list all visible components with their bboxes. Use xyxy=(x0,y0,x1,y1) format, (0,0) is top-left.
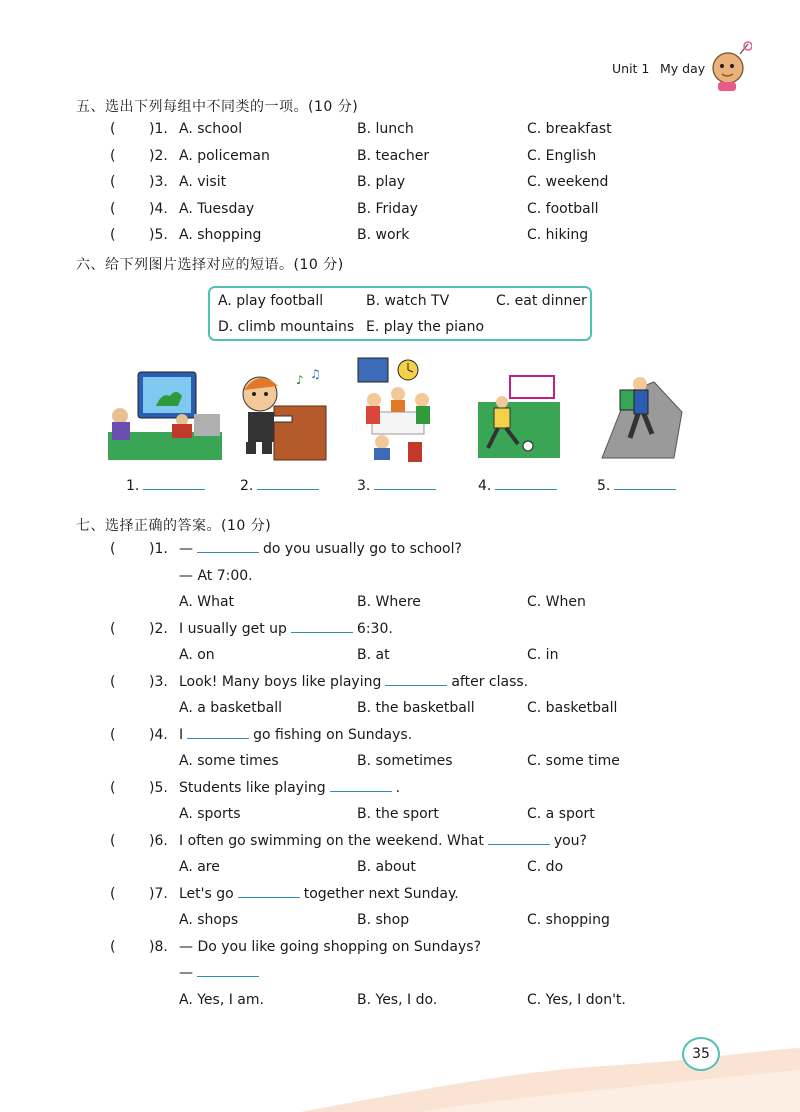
option-b[interactable]: B. Friday xyxy=(357,201,418,217)
option-a[interactable]: A. What xyxy=(179,594,235,610)
question-text: Let's go together next Sunday. xyxy=(179,886,459,902)
option-a[interactable]: A. on xyxy=(179,647,215,663)
answer-blank[interactable] xyxy=(291,621,353,633)
question-text: I usually get up 6:30. xyxy=(179,621,393,637)
climb-mountains-picture xyxy=(598,372,686,460)
phrase-options-box xyxy=(208,286,592,341)
section5-title: 五、选出下列每组中不同类的一项。(10 分) xyxy=(76,99,359,115)
answer-blank[interactable] xyxy=(197,965,259,977)
unit-label: Unit 1 xyxy=(612,61,650,76)
answer-blank[interactable] xyxy=(238,886,300,898)
option-a[interactable]: A. Yes, I am. xyxy=(179,992,264,1008)
question-text: — do you usually go to school? xyxy=(179,541,462,557)
answer-blank[interactable] xyxy=(187,727,249,739)
eat-dinner-picture xyxy=(356,356,440,462)
answer-blank[interactable] xyxy=(330,780,392,792)
option-b[interactable]: B. the sport xyxy=(357,806,439,822)
option-a[interactable]: A. some times xyxy=(179,753,279,769)
option-b[interactable]: B. at xyxy=(357,647,390,663)
question-text: — Do you like going shopping on Sundays? xyxy=(179,939,482,955)
answer-blank[interactable] xyxy=(495,478,557,490)
answer-blank[interactable] xyxy=(257,478,319,490)
option-b[interactable]: B. Where xyxy=(357,594,421,610)
question-text: Students like playing . xyxy=(179,780,401,796)
option-c[interactable]: C. football xyxy=(527,201,599,217)
option-a[interactable]: A. policeman xyxy=(179,148,270,164)
answer-blank[interactable] xyxy=(143,478,205,490)
section6-title: 六、给下列图片选择对应的短语。(10 分) xyxy=(76,257,344,273)
option-a[interactable]: A. are xyxy=(179,859,220,875)
option-b[interactable]: B. the basketball xyxy=(357,700,475,716)
question-text: I often go swimming on the weekend. What you? xyxy=(179,833,587,849)
option-a[interactable]: A. shops xyxy=(179,912,239,928)
picture-answer-label: 1. xyxy=(126,478,209,494)
mascot-icon xyxy=(708,40,752,92)
question-text: Look! Many boys like playing after class. xyxy=(179,674,529,690)
phrase-option: B. watch TV xyxy=(366,293,450,309)
option-c[interactable]: C. When xyxy=(527,594,586,610)
option-a[interactable]: A. sports xyxy=(179,806,241,822)
phrase-option: C. eat dinner xyxy=(496,293,587,309)
answer-blank[interactable] xyxy=(374,478,436,490)
option-c[interactable]: C. hiking xyxy=(527,227,589,243)
watch-tv-picture xyxy=(108,370,222,460)
option-c[interactable]: C. some time xyxy=(527,753,620,769)
answer-blank[interactable] xyxy=(614,478,676,490)
unit-title: My day xyxy=(660,61,706,76)
picture-answer-label: 3. xyxy=(357,478,440,494)
option-c[interactable]: C. basketball xyxy=(527,700,618,716)
bottom-wave-decoration xyxy=(0,1030,800,1112)
svg-text:♫: ♫ xyxy=(310,368,321,381)
answer-blank[interactable] xyxy=(488,833,550,845)
answer-line: — At 7:00. xyxy=(179,568,253,584)
option-c[interactable]: C. breakfast xyxy=(527,121,612,137)
option-a[interactable]: A. visit xyxy=(179,174,227,190)
section7-title: 七、选择正确的答案。(10 分) xyxy=(76,518,272,534)
question-text: I go fishing on Sundays. xyxy=(179,727,413,743)
option-c[interactable]: C. weekend xyxy=(527,174,609,190)
answer-blank[interactable] xyxy=(385,674,447,686)
option-c[interactable]: C. a sport xyxy=(527,806,595,822)
picture-answer-label: 4. xyxy=(478,478,561,494)
option-b[interactable]: B. Yes, I do. xyxy=(357,992,438,1008)
option-c[interactable]: C. in xyxy=(527,647,559,663)
picture-answer-label: 2. xyxy=(240,478,323,494)
option-b[interactable]: B. lunch xyxy=(357,121,414,137)
option-b[interactable]: B. shop xyxy=(357,912,410,928)
option-a[interactable]: A. a basketball xyxy=(179,700,282,716)
phrase-option: E. play the piano xyxy=(366,319,485,335)
phrase-option: A. play football xyxy=(218,293,324,309)
page-number: 35 xyxy=(682,1037,720,1071)
option-a[interactable]: A. school xyxy=(179,121,243,137)
option-b[interactable]: B. sometimes xyxy=(357,753,453,769)
answer-line: — xyxy=(179,965,263,981)
option-c[interactable]: C. Yes, I don't. xyxy=(527,992,626,1008)
option-b[interactable]: B. work xyxy=(357,227,410,243)
svg-text:♪: ♪ xyxy=(296,373,304,387)
option-b[interactable]: B. teacher xyxy=(357,148,430,164)
picture-answer-label: 5. xyxy=(597,478,680,494)
option-c[interactable]: C. English xyxy=(527,148,597,164)
play-football-picture xyxy=(478,372,560,458)
play-piano-picture xyxy=(240,368,330,462)
option-a[interactable]: A. Tuesday xyxy=(179,201,255,217)
option-c[interactable]: C. shopping xyxy=(527,912,610,928)
option-b[interactable]: B. about xyxy=(357,859,416,875)
option-a[interactable]: A. shopping xyxy=(179,227,262,243)
option-b[interactable]: B. play xyxy=(357,174,406,190)
answer-blank[interactable] xyxy=(197,541,259,553)
option-c[interactable]: C. do xyxy=(527,859,564,875)
phrase-option: D. climb mountains xyxy=(218,319,355,335)
